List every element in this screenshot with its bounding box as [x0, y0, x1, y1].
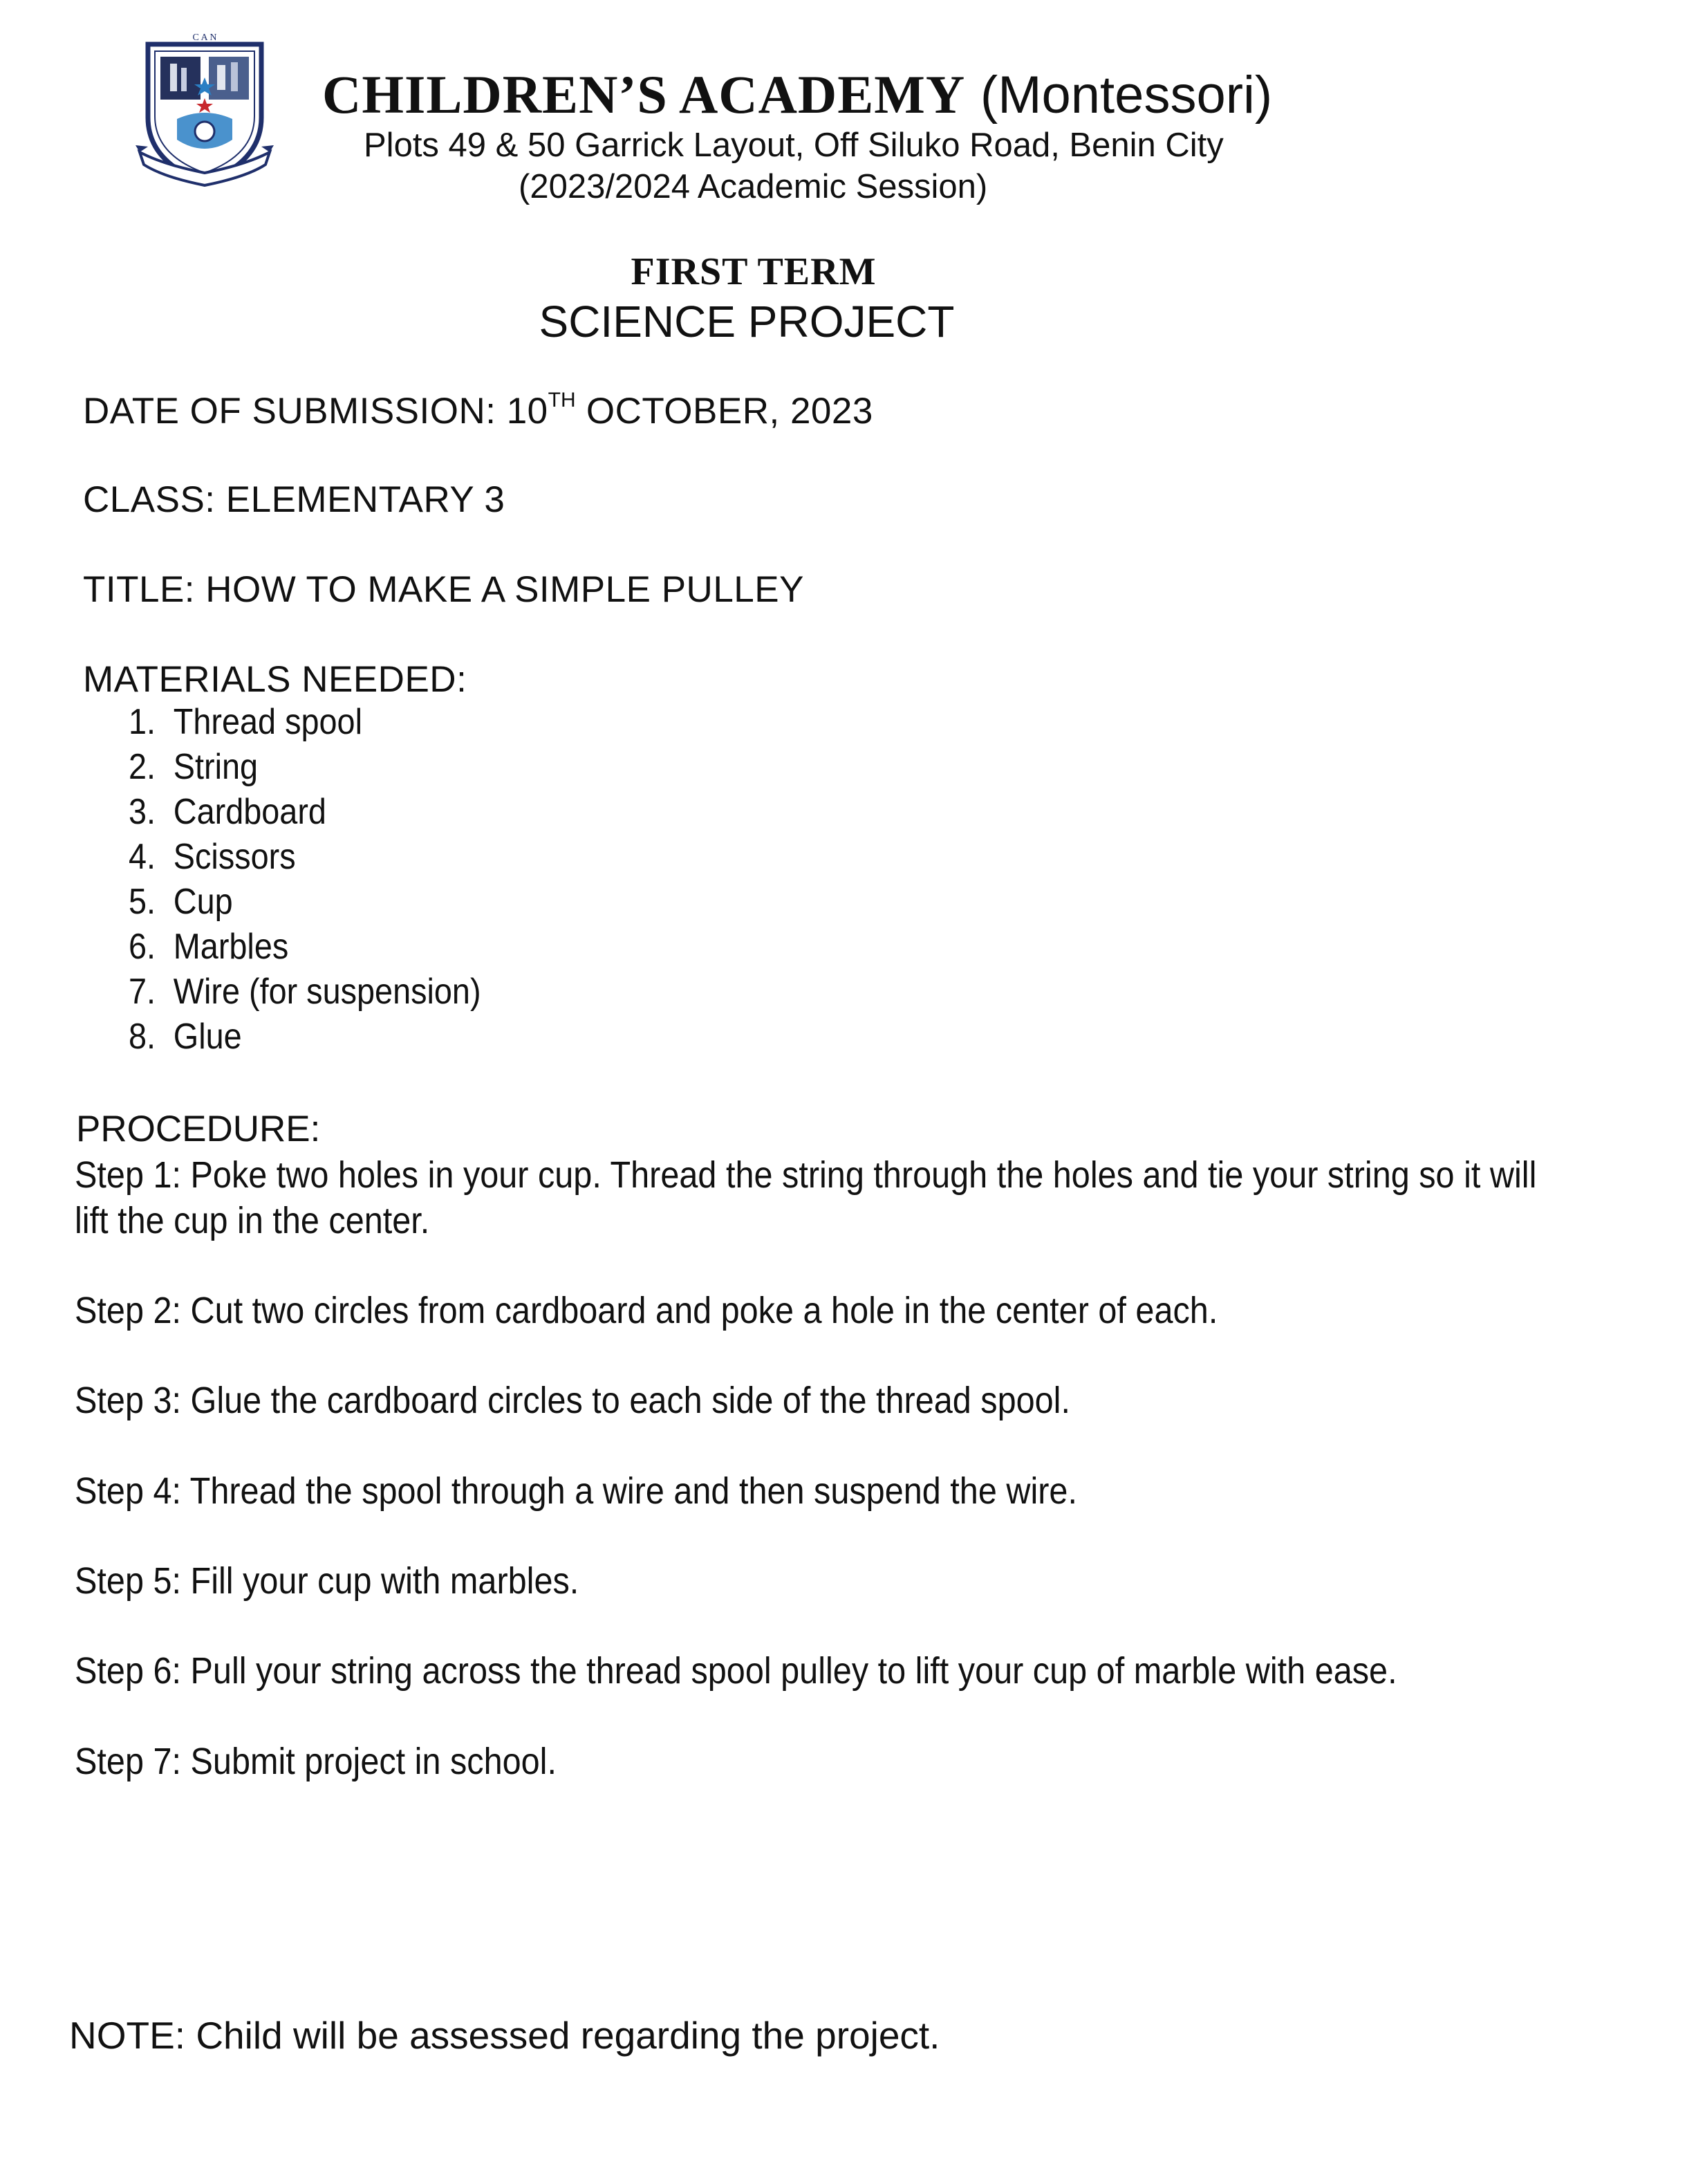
- list-item-text: Cup: [173, 882, 233, 922]
- list-item: [129, 790, 481, 835]
- list-item: [129, 880, 481, 925]
- list-item-text: String: [173, 747, 259, 787]
- procedure-step-1-continued: lift the cup in the center.: [75, 1200, 430, 1241]
- class-line: CLASS: ELEMENTARY 3: [83, 479, 505, 520]
- assessment-note: NOTE: Child will be assessed regarding the project.: [69, 2014, 940, 2057]
- list-item-text: Marbles: [173, 927, 289, 967]
- school-name-suffix: (Montessori): [980, 66, 1273, 124]
- submission-date-rest: OCTOBER, 2023: [575, 391, 873, 432]
- list-item-text: Wire (for suspension): [173, 972, 481, 1012]
- list-number: 1.: [129, 702, 156, 742]
- procedure-step-3: Step 3: Glue the cardboard circles to each side of the thread spool.: [75, 1380, 1070, 1421]
- school-name: [322, 59, 1359, 130]
- list-item-text: Scissors: [173, 837, 296, 877]
- list-item: [129, 700, 481, 745]
- procedure-step-6: Step 6: Pull your string across the thread spool pulley to lift your cup of marble with ease.: [75, 1650, 1397, 1692]
- list-number: 6.: [129, 927, 156, 967]
- list-item: [129, 745, 481, 790]
- procedure-step-7: Step 7: Submit project in school.: [75, 1741, 557, 1782]
- list-number: 8.: [129, 1017, 156, 1057]
- list-item-text: Glue: [173, 1017, 242, 1057]
- date-ordinal-suffix: TH: [548, 389, 576, 411]
- list-item-text: Thread spool: [173, 702, 362, 742]
- procedure-step-5: Step 5: Fill your cup with marbles.: [75, 1560, 579, 1602]
- academic-session: (2023/2024 Academic Session): [519, 168, 988, 205]
- list-number: 2.: [129, 747, 156, 787]
- materials-list: [129, 700, 520, 1059]
- project-title: TITLE: HOW TO MAKE A SIMPLE PULLEY: [83, 569, 804, 610]
- list-number: 7.: [129, 972, 156, 1012]
- list-item: [129, 1015, 481, 1059]
- procedure-heading: PROCEDURE:: [76, 1109, 321, 1149]
- term-heading: FIRST TERM: [631, 250, 877, 293]
- project-type-heading: SCIENCE PROJECT: [539, 297, 955, 346]
- submission-date-label: DATE OF SUBMISSION: 10: [83, 391, 548, 432]
- list-item: [129, 970, 481, 1015]
- school-address: Plots 49 & 50 Garrick Layout, Off Siluko Road, Benin City: [364, 127, 1224, 164]
- list-number: 3.: [129, 792, 156, 832]
- procedure-step-1: Step 1: Poke two holes in your cup. Thread the string through the holes and tie your string so it will: [75, 1154, 1537, 1196]
- school-name-main: CHILDREN’S ACADEMY: [322, 64, 966, 124]
- materials-heading: MATERIALS NEEDED:: [83, 659, 467, 700]
- list-item-text: Cardboard: [173, 792, 326, 832]
- procedure-step-2: Step 2: Cut two circles from cardboard and poke a hole in the center of each.: [75, 1290, 1218, 1331]
- submission-date: [83, 389, 873, 440]
- list-number: 5.: [129, 882, 156, 922]
- procedure-step-4: Step 4: Thread the spool through a wire and then suspend the wire.: [75, 1470, 1077, 1512]
- list-item: [129, 925, 481, 970]
- crest-top-text: C A N: [192, 33, 217, 43]
- list-item: [129, 835, 481, 880]
- school-crest-logo: [136, 29, 274, 192]
- list-number: 4.: [129, 837, 156, 877]
